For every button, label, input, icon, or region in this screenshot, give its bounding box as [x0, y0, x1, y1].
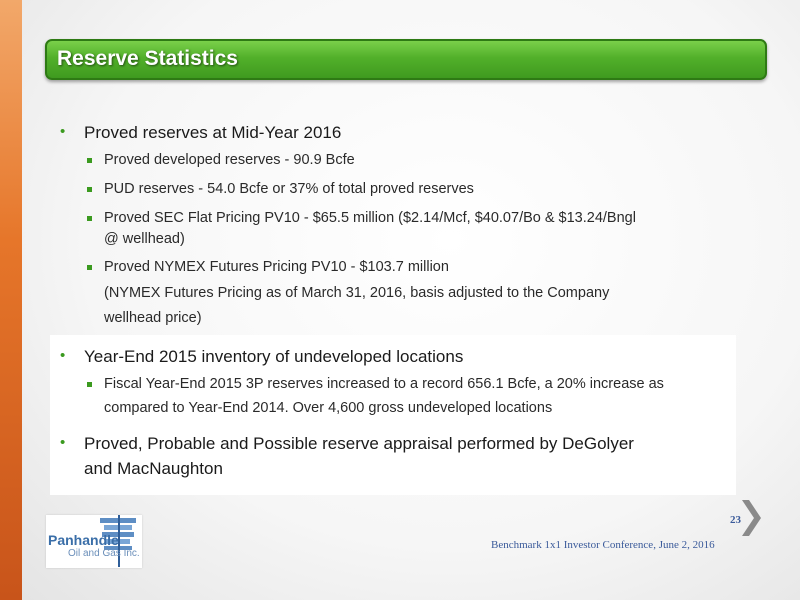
subbullet-square: [87, 158, 92, 163]
left-accent-bar: [0, 0, 22, 600]
subbullet-square: [87, 216, 92, 221]
title-banner: [45, 39, 767, 80]
bullet-text: Year-End 2015 inventory of undeveloped locations: [84, 347, 464, 366]
logo-subtitle: Oil and Gas Inc.: [68, 548, 140, 559]
footer-conference: Benchmark 1x1 Investor Conference, June 2, 2016: [491, 539, 715, 551]
subbullet-sec-pricing: [104, 210, 636, 226]
bullet-dot: •: [60, 434, 66, 451]
subbullet-text: Proved NYMEX Futures Pricing PV10 - $103.7 million: [104, 259, 449, 275]
slide-title: Reserve Statistics: [57, 47, 238, 70]
bullet-undeveloped-inventory: [60, 347, 464, 367]
company-logo: [46, 515, 142, 568]
bullet-proved-reserves: [60, 123, 342, 143]
subbullet-text: Proved developed reserves - 90.9 Bcfe: [104, 152, 355, 168]
subbullet-square: [87, 382, 92, 387]
subbullet-square: [87, 265, 92, 270]
subbullet-text: Proved SEC Flat Pricing PV10 - $65.5 million ($2.14/Mcf, $40.07/Bo & $13.24/Bngl: [104, 210, 636, 226]
chevron-right-icon[interactable]: [740, 498, 762, 538]
subbullet-square: [87, 187, 92, 192]
subbullet-3p-reserves: [104, 376, 664, 392]
bullet-dot: •: [60, 347, 66, 364]
bullet-dot: •: [60, 123, 66, 140]
subbullet-proved-developed: [104, 152, 355, 168]
bullet-reserve-appraisal: [60, 434, 634, 454]
bullet-reserve-appraisal-cont: and MacNaughton: [84, 459, 223, 478]
nymex-note-line2: wellhead price): [104, 310, 202, 326]
logo-name: Panhandle: [48, 532, 119, 548]
subbullet-text: Fiscal Year-End 2015 3P reserves increased to a record 656.1 Bcfe, a 20% increase as: [104, 376, 664, 392]
subbullet-sec-pricing-cont: @ wellhead): [104, 231, 185, 247]
nymex-note-line1: (NYMEX Futures Pricing as of March 31, 2016, basis adjusted to the Company: [104, 285, 610, 301]
subbullet-text: PUD reserves - 54.0 Bcfe or 37% of total proved reserves: [104, 181, 474, 197]
bullet-text: Proved, Probable and Possible reserve appraisal performed by DeGolyer: [84, 434, 634, 453]
subbullet-pud-reserves: [104, 181, 474, 197]
subbullet-3p-reserves-cont: compared to Year-End 2014. Over 4,600 gross undeveloped locations: [104, 400, 553, 416]
page-number: 23: [730, 514, 741, 526]
subbullet-nymex-pricing: [104, 259, 449, 275]
bullet-text: Proved reserves at Mid-Year 2016: [84, 123, 342, 142]
